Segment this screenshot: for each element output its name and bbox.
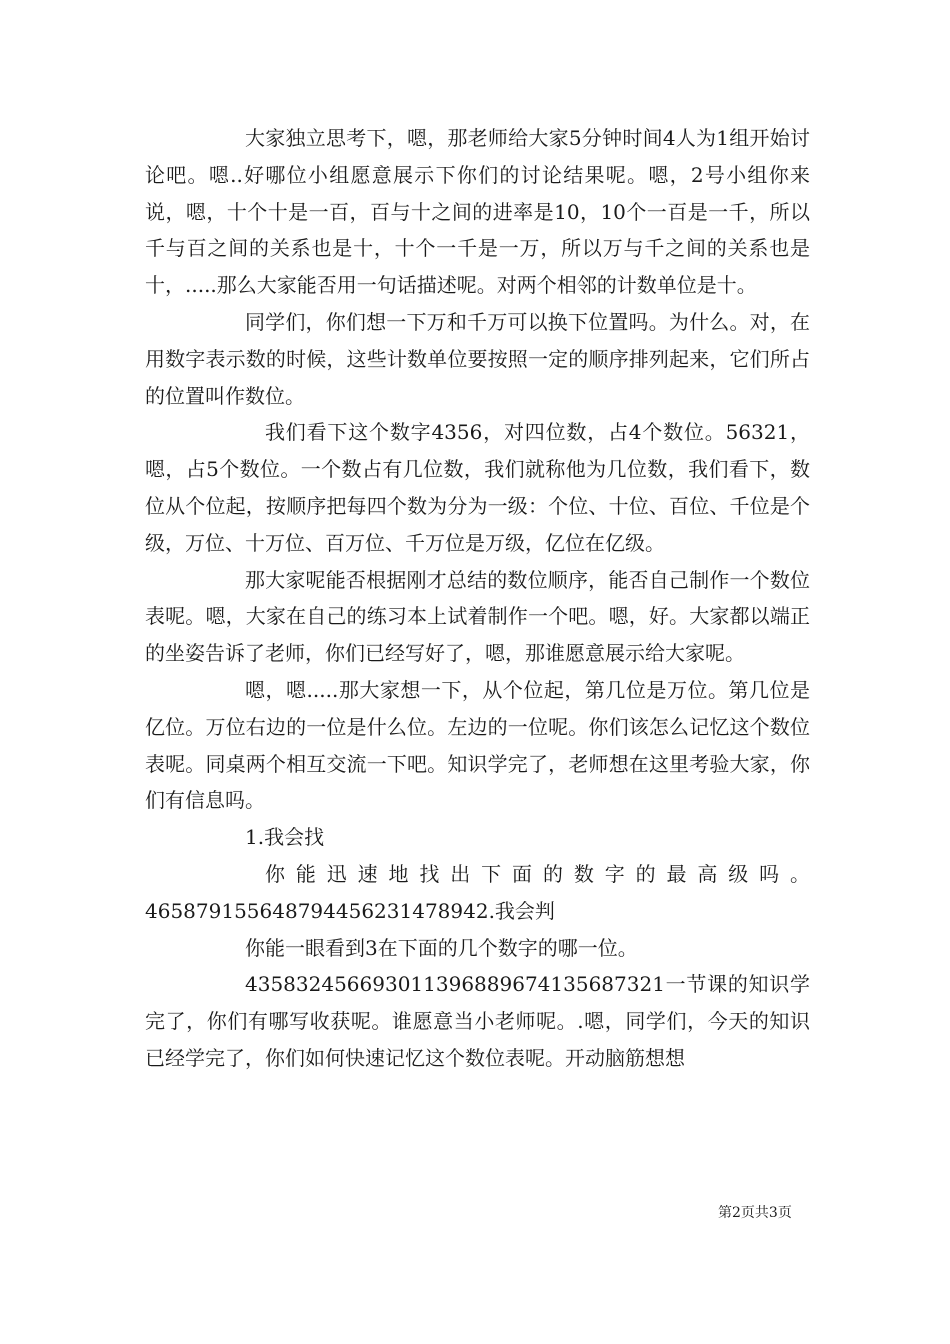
paragraph-make-table: 那大家呢能否根据刚才总结的数位顺序，能否自己制作一个数位表呢。嗯，大家在自己的练习本上试着制作一个吧。嗯，好。大家都以端正的坐姿告诉了老师，你们已经写好了，嗯，那谁愿意展示给大家呢。 [145,567,810,666]
paragraph-discussion: 大家独立思考下，嗯，那老师给大家5分钟时间4人为1组开始讨论吧。嗯..好哪位小组愿意展示下你们的讨论结果呢。嗯，2号小组你来说，嗯，十个十是一百，百与十之间的进率是10，10个一百是一千，所以千与百之间的关系也是十，十个一千是一万，所以万与千之间的关系也是十，.....那么大家能否用一句话描述呢。对两个相邻的计数单位是十。 [145,126,810,298]
document-body [145,120,810,1077]
paragraph-digit-places: 我们看下这个数字4356，对四位数，占4个数位。56321，嗯，占5个数位。一个数占有几位数，我们就称他为几位数，我们看下，数位从个位起，按顺序把每四个数为分为一级：个位、十位、百位、千位是个级，万位、十万位、百万位、千万位是万级，亿位在亿级。 [145,420,810,555]
exercise-heading-find: 1.我会找 [245,825,325,850]
paragraph-swap-question: 同学们，你们想一下万和千万可以换下位置吗。为什么。对，在用数字表示数的时候，这些计数单位要按照一定的顺序排列起来，它们所占的位置叫作数位。 [145,309,810,408]
paragraph-highest-level: 你能迅速地找出下面的数字的最高级吗。46587915564879445623147894​2.我会判 [145,861,810,923]
paragraph-memorize: 嗯，嗯.....那大家想一下，从个位起，第几位是万位。第几位是亿位。万位右边的一位是什么位。左边的一位呢。你们该怎么记忆这个数位表呢。同桌两个相互交流一下吧。知识学完了，老师想在这里考验大家，你们有信息吗。 [145,677,810,813]
paragraph-which-digit: 你能一眼看到3在下面的几个数字的哪一位。 [245,935,638,960]
page-number-footer: 第2页共3页 [718,1205,792,1221]
paragraph-summary: 4358324566930113968896741356873​21一节课的知识学完了，你们有哪写收获呢。谁愿意当小老师呢。.嗯，同学们，今天的知识已经学完了，你们如何快速记忆这个数位表呢。开动脑筋想想 [145,972,810,1070]
